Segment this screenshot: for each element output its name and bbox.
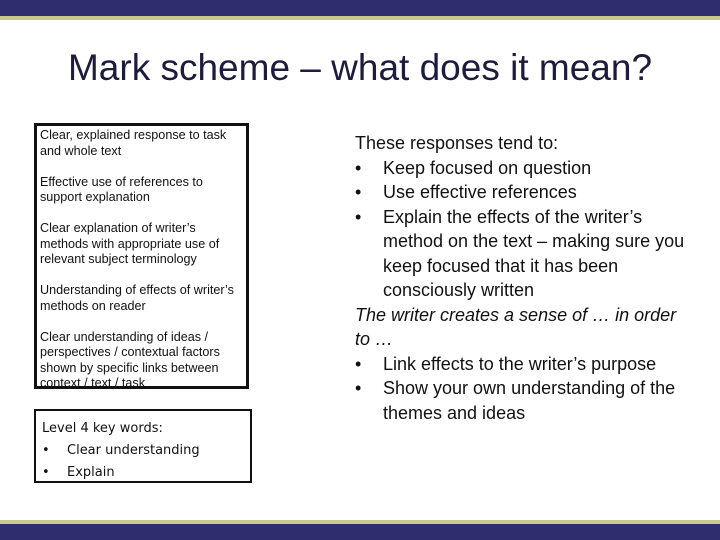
response-point	[355, 376, 695, 425]
responses-text	[355, 131, 695, 425]
bullet-icon: •	[355, 353, 362, 374]
response-point-text: Keep focused on question	[383, 157, 592, 178]
bullet-icon: •	[355, 182, 362, 202]
key-words-box	[34, 409, 252, 483]
criterion-task-response: Clear, explained response to task and whole text	[40, 128, 227, 158]
bullet-icon: •	[355, 206, 362, 227]
slide-title: Mark scheme – what does it mean?	[67, 47, 653, 88]
response-point	[355, 205, 695, 303]
response-point-text: Link effects to the writer’s purpose	[383, 353, 657, 374]
top-accent-line	[0, 16, 720, 20]
bullet-icon: •	[355, 157, 362, 178]
criterion-writers-methods: Clear explanation of writer’s methods with appropriate use of relevant subject terminology	[40, 221, 220, 266]
bottom-banner	[0, 524, 720, 540]
bullet-icon: •	[355, 378, 362, 398]
response-point	[355, 156, 695, 181]
key-word-label: Explain	[67, 465, 115, 480]
bullet-icon: •	[42, 465, 50, 480]
bullet-icon: •	[42, 443, 50, 458]
sentence-starter: The writer creates a sense of … in order to …	[355, 304, 677, 349]
key-word-item	[42, 440, 250, 462]
response-point-text: Explain the effects of the writer’s method on the text – making sure you keep focused that it has been consciously written	[383, 206, 685, 300]
mark-scheme-box	[34, 123, 249, 389]
top-banner	[0, 0, 720, 16]
key-words-heading: Level 4 key words:	[42, 421, 163, 436]
response-point-text: Show your own understanding of the themes and ideas	[383, 378, 676, 423]
key-word-label: Clear understanding	[67, 443, 200, 458]
response-point	[355, 180, 695, 205]
criterion-references: Effective use of references to support explanation	[40, 174, 203, 204]
criterion-effects-on-reader: Understanding of effects of writer’s methods on reader	[40, 283, 234, 313]
criterion-ideas-context: Clear understanding of ideas / perspectives / contextual factors shown by specific links between context / text / task	[40, 329, 220, 390]
response-point	[355, 352, 695, 377]
key-word-item	[42, 462, 250, 484]
responses-intro: These responses tend to:	[355, 133, 559, 153]
response-point-text: Use effective references	[383, 182, 577, 202]
